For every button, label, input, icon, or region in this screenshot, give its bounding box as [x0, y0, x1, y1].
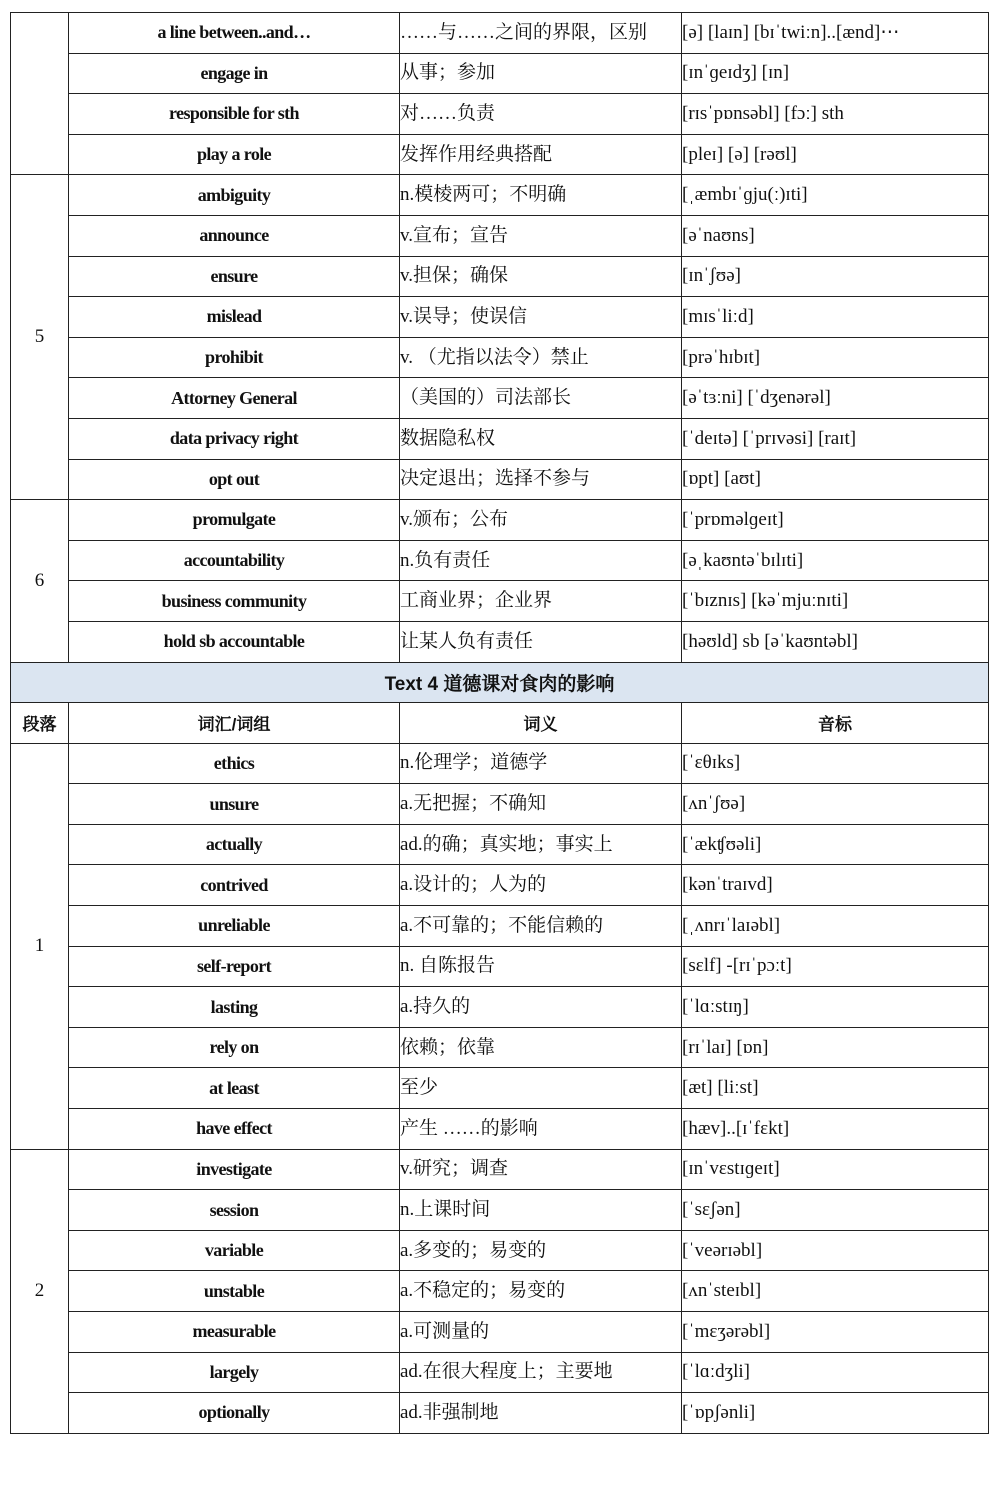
phonetic-cell: [prəˈhɪbɪt] [682, 337, 989, 378]
meaning-cell: 让某人负有责任 [400, 621, 682, 662]
phonetic-cell: [pleɪ] [ə] [rəʊl] [682, 134, 989, 175]
meaning-cell: 至少 [400, 1068, 682, 1109]
meaning-cell: 工商业界；企业界 [400, 581, 682, 622]
table-row [11, 256, 989, 297]
phonetic-cell: [æt] [liːst] [682, 1068, 989, 1109]
table-row [11, 946, 989, 987]
meaning-cell: v. （尤指以法令）禁止 [400, 337, 682, 378]
table-row [11, 1230, 989, 1271]
table-row [11, 13, 989, 54]
table-row [11, 500, 989, 541]
word-cell: unsure [69, 784, 400, 825]
word-cell: self-report [69, 946, 400, 987]
word-cell: lasting [69, 987, 400, 1028]
meaning-cell: 产生 ……的影响 [400, 1109, 682, 1150]
phonetic-cell: [ɪnˈɡeɪdʒ] [ɪn] [682, 53, 989, 94]
phonetic-cell: [əˈnaʊns] [682, 215, 989, 256]
section-title: Text 4 道德课对食肉的影响 [11, 662, 989, 703]
meaning-cell: 发挥作用经典搭配 [400, 134, 682, 175]
word-cell: responsible for sth [69, 94, 400, 135]
phonetic-cell: [əˌkaʊntəˈbɪlɪti] [682, 540, 989, 581]
word-cell: variable [69, 1230, 400, 1271]
header-word: 词汇/词组 [69, 703, 400, 744]
word-cell: opt out [69, 459, 400, 500]
word-cell: a line between..and… [69, 13, 400, 54]
table-row [11, 175, 989, 216]
table-row [11, 418, 989, 459]
word-cell: contrived [69, 865, 400, 906]
phonetic-cell: [ə] [laɪn] [bɪˈtwiːn]..[ænd]⋯ [682, 13, 989, 54]
word-cell: data privacy right [69, 418, 400, 459]
meaning-cell: ad.的确；真实地；事实上 [400, 824, 682, 865]
phonetic-cell: [ˈsɛʃən] [682, 1190, 989, 1231]
table-row [11, 459, 989, 500]
table-row [11, 581, 989, 622]
word-cell: at least [69, 1068, 400, 1109]
table-row [11, 906, 989, 947]
table-row [11, 53, 989, 94]
paragraph-number: 6 [11, 500, 69, 662]
table-row [11, 865, 989, 906]
meaning-cell: a.不可靠的；不能信赖的 [400, 906, 682, 947]
paragraph-cell-empty [11, 13, 69, 175]
word-cell: announce [69, 215, 400, 256]
word-cell: ethics [69, 743, 400, 784]
table-row [11, 540, 989, 581]
word-cell: actually [69, 824, 400, 865]
word-cell: have effect [69, 1109, 400, 1150]
table-row [11, 378, 989, 419]
phonetic-cell: [kənˈtraɪvd] [682, 865, 989, 906]
word-cell: investigate [69, 1149, 400, 1190]
word-cell: engage in [69, 53, 400, 94]
table-row [11, 1352, 989, 1393]
word-cell: unreliable [69, 906, 400, 947]
table-row [11, 1271, 989, 1312]
meaning-cell: a.无把握；不确知 [400, 784, 682, 825]
word-cell: prohibit [69, 337, 400, 378]
meaning-cell: 从事；参加 [400, 53, 682, 94]
word-cell: mislead [69, 297, 400, 338]
word-cell: accountability [69, 540, 400, 581]
phonetic-cell: [ˈɛθɪks] [682, 743, 989, 784]
phonetic-cell: [ˈveərɪəbl] [682, 1230, 989, 1271]
table-header-row [11, 703, 989, 744]
word-cell: unstable [69, 1271, 400, 1312]
meaning-cell: n.负有责任 [400, 540, 682, 581]
meaning-cell: ……与……之间的界限，区别 [400, 13, 682, 54]
meaning-cell: 决定退出；选择不参与 [400, 459, 682, 500]
meaning-cell: 依赖；依靠 [400, 1027, 682, 1068]
table-row [11, 1027, 989, 1068]
paragraph-number: 1 [11, 743, 69, 1149]
phonetic-cell: [ɪnˈʃʊə] [682, 256, 989, 297]
phonetic-cell: [rɪsˈpɒnsəbl] [fɔː] sth [682, 94, 989, 135]
meaning-cell: ad.在很大程度上；主要地 [400, 1352, 682, 1393]
table-row [11, 337, 989, 378]
word-cell: ensure [69, 256, 400, 297]
meaning-cell: a.持久的 [400, 987, 682, 1028]
table-row [11, 1312, 989, 1353]
phonetic-cell: [ˈɒpʃənli] [682, 1393, 989, 1434]
meaning-cell: v.误导；使误信 [400, 297, 682, 338]
table-row [11, 987, 989, 1028]
word-cell: play a role [69, 134, 400, 175]
paragraph-number: 5 [11, 175, 69, 500]
word-cell: ambiguity [69, 175, 400, 216]
word-cell: business community [69, 581, 400, 622]
phonetic-cell: [ˈprɒməlɡeɪt] [682, 500, 989, 541]
phonetic-cell: [ˈmɛʒərəbl] [682, 1312, 989, 1353]
meaning-cell: n.模棱两可；不明确 [400, 175, 682, 216]
table-row [11, 621, 989, 662]
vocabulary-table [10, 12, 989, 1434]
meaning-cell: （美国的）司法部长 [400, 378, 682, 419]
table-row [11, 1190, 989, 1231]
header-phonetic: 音标 [682, 703, 989, 744]
phonetic-cell: [rɪˈlaɪ] [ɒn] [682, 1027, 989, 1068]
word-cell: measurable [69, 1312, 400, 1353]
meaning-cell: ad.非强制地 [400, 1393, 682, 1434]
meaning-cell: 数据隐私权 [400, 418, 682, 459]
word-cell: optionally [69, 1393, 400, 1434]
table-row [11, 1109, 989, 1150]
table-row [11, 297, 989, 338]
phonetic-cell: [hæv]..[ɪˈfɛkt] [682, 1109, 989, 1150]
word-cell: rely on [69, 1027, 400, 1068]
meaning-cell: n.伦理学；道德学 [400, 743, 682, 784]
phonetic-cell: [ʌnˈsteɪbl] [682, 1271, 989, 1312]
meaning-cell: v.宣布；宣告 [400, 215, 682, 256]
word-cell: largely [69, 1352, 400, 1393]
table-row [11, 784, 989, 825]
word-cell: hold sb accountable [69, 621, 400, 662]
phonetic-cell: [mɪsˈliːd] [682, 297, 989, 338]
phonetic-cell: [ˈlɑːstɪŋ] [682, 987, 989, 1028]
phonetic-cell: [ɒpt] [aʊt] [682, 459, 989, 500]
header-meaning: 词义 [400, 703, 682, 744]
phonetic-cell: [ʌnˈʃʊə] [682, 784, 989, 825]
meaning-cell: a.不稳定的；易变的 [400, 1271, 682, 1312]
phonetic-cell: [ɪnˈvɛstɪɡeɪt] [682, 1149, 989, 1190]
table-row [11, 824, 989, 865]
table-row [11, 1393, 989, 1434]
meaning-cell: v.颁布；公布 [400, 500, 682, 541]
paragraph-number: 2 [11, 1149, 69, 1433]
table-row [11, 1068, 989, 1109]
meaning-cell: a.多变的；易变的 [400, 1230, 682, 1271]
phonetic-cell: [ˈbɪznɪs] [kəˈmjuːnɪti] [682, 581, 989, 622]
phonetic-cell: [sɛlf] -[rɪˈpɔːt] [682, 946, 989, 987]
table-row [11, 215, 989, 256]
phonetic-cell: [ˈækʧʊəli] [682, 824, 989, 865]
meaning-cell: v.担保；确保 [400, 256, 682, 297]
table-row [11, 134, 989, 175]
meaning-cell: 对……负责 [400, 94, 682, 135]
word-cell: Attorney General [69, 378, 400, 419]
meaning-cell: a.设计的；人为的 [400, 865, 682, 906]
word-cell: session [69, 1190, 400, 1231]
phonetic-cell: [əˈtɜːni] [ˈdʒenərəl] [682, 378, 989, 419]
meaning-cell: a.可测量的 [400, 1312, 682, 1353]
phonetic-cell: [ˈlɑːdʒli] [682, 1352, 989, 1393]
meaning-cell: v.研究；调查 [400, 1149, 682, 1190]
header-para: 段落 [11, 703, 69, 744]
table-row [11, 1149, 989, 1190]
phonetic-cell: [ˌʌnrɪˈlaɪəbl] [682, 906, 989, 947]
table-row [11, 94, 989, 135]
meaning-cell: n.上课时间 [400, 1190, 682, 1231]
phonetic-cell: [həʊld] sb [əˈkaʊntəbl] [682, 621, 989, 662]
phonetic-cell: [ˈdeɪtə] [ˈprɪvəsi] [raɪt] [682, 418, 989, 459]
meaning-cell: n. 自陈报告 [400, 946, 682, 987]
table-row [11, 743, 989, 784]
section-title-row [11, 662, 989, 703]
word-cell: promulgate [69, 500, 400, 541]
phonetic-cell: [ˌæmbɪˈɡju(ː)ɪti] [682, 175, 989, 216]
